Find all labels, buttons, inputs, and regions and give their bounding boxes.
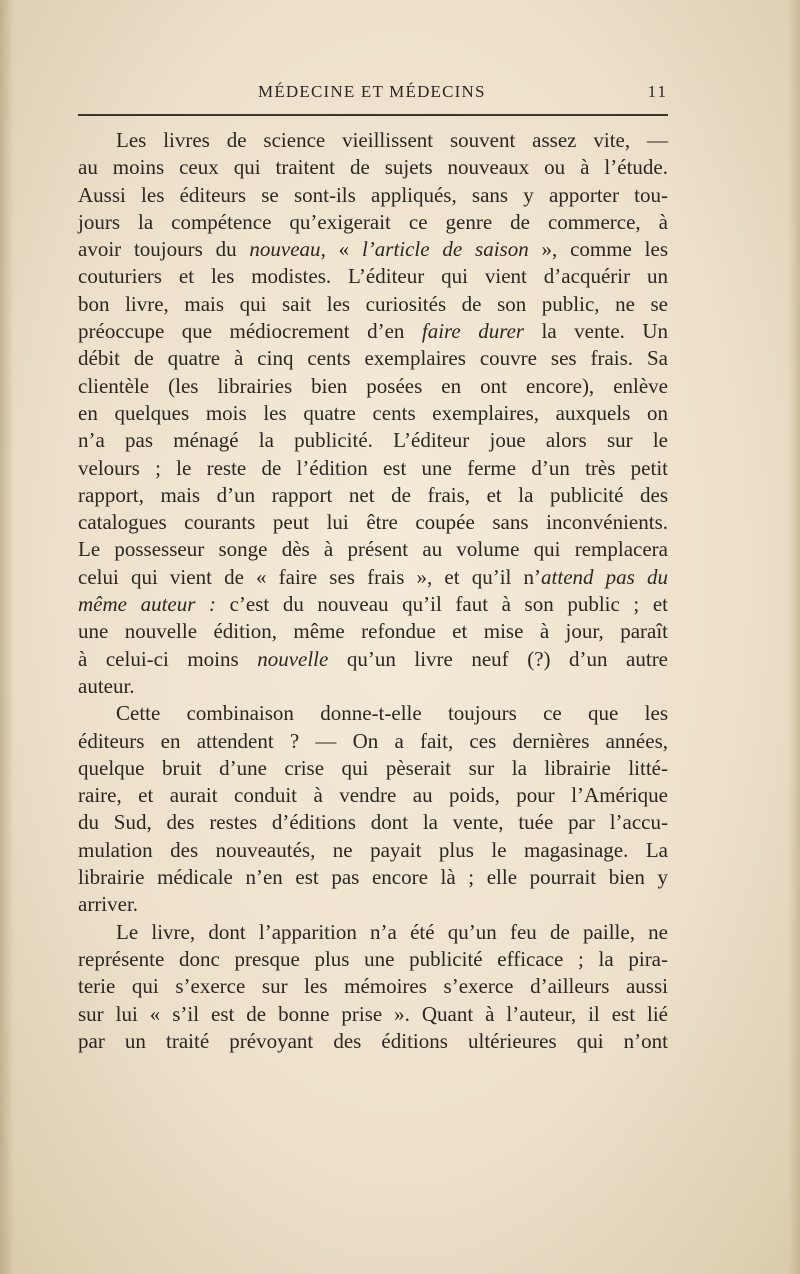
text-line: éditeurs en attendent ? — On a fait, ces dernières années,: [78, 728, 668, 753]
text-line: Aussi les éditeurs se sont-ils appliqués, sans y apporter tou-: [78, 182, 668, 207]
text-line: au moins ceux qui traitent de sujets nouveaux ou à l’étude.: [78, 155, 668, 180]
text-line: auteur.: [78, 673, 135, 698]
text-line: même auteur : c’est du nouveau qu’il faut à son public ; et: [78, 592, 668, 617]
text-line: une nouvelle édition, même refondue et mise à jour, paraît: [78, 619, 668, 644]
text-line: librairie médicale n’en est pas encore là ; elle pourrait bien y: [78, 865, 668, 890]
text-line: bon livre, mais qui sait les curiosités de son public, ne se: [78, 291, 668, 316]
page-number: 11: [647, 82, 668, 101]
text-line: jours la compétence qu’exigerait ce genre de commerce, à: [78, 209, 668, 234]
text-line: celui qui vient de « faire ses frais », et qu’il n’attend pas du: [78, 564, 668, 589]
text-line: rapport, mais d’un rapport net de frais, et la publicité des: [78, 482, 668, 507]
text-line: raire, et aurait conduit à vendre au poids, pour l’Amérique: [78, 783, 668, 808]
text-line: représente donc presque plus une publicité efficace ; la pira-: [78, 946, 668, 971]
text-line: à celui-ci moins nouvelle qu’un livre neuf (?) d’un autre: [78, 646, 669, 671]
text-line: Le livre, dont l’apparition n’a été qu’un feu de paille, ne: [116, 919, 668, 944]
running-head: MÉDECINE ET MÉDECINS: [258, 82, 486, 101]
text-line: débit de quatre à cinq cents exemplaires couvre ses frais. Sa: [78, 346, 668, 371]
text-line: avoir toujours du nouveau, « l’article de saison », comme les: [78, 237, 669, 262]
header-rule: [78, 114, 668, 116]
text-line: Le possesseur songe dès à présent au volume qui remplacera: [78, 537, 668, 562]
text-line: n’a pas ménagé la publicité. L’éditeur joue alors sur le: [78, 428, 668, 453]
text-line: couturiers et les modistes. L’éditeur qui vient d’acquérir un: [78, 264, 668, 289]
body-text: [78, 127, 668, 1055]
text-line: quelque bruit d’une crise qui pèserait sur la librairie litté-: [78, 755, 668, 780]
text-line: Les livres de science vieillissent souvent assez vite, —: [116, 128, 668, 152]
text-line: par un traité prévoyant des éditions ultérieures qui n’ont: [78, 1028, 668, 1053]
text-line: terie qui s’exerce sur les mémoires s’exerce d’ailleurs aussi: [78, 974, 668, 999]
page-edge-shadow-right: [788, 0, 800, 1274]
paragraph: [78, 919, 668, 1055]
text-line: arriver.: [78, 892, 139, 917]
paragraph: [78, 700, 668, 918]
text-line: Cette combinaison donne-t-elle toujours ce que les: [116, 701, 668, 726]
text-line: mulation des nouveautés, ne payait plus le magasinage. La: [78, 837, 668, 862]
text-line: sur lui « s’il est de bonne prise ». Quant à l’auteur, il est lié: [78, 1001, 668, 1026]
text-line: en quelques mois les quatre cents exemplaires, auxquels on: [78, 400, 668, 425]
page-edge-shadow-left: [0, 0, 14, 1274]
text-line: velours ; le reste de l’édition est une ferme d’un très petit: [78, 455, 668, 480]
text-line: du Sud, des restes d’éditions dont la vente, tuée par l’accu-: [78, 810, 668, 835]
page-header: [78, 82, 668, 112]
text-line: clientèle (les librairies bien posées en ont encore), enlève: [78, 373, 668, 398]
text-line: préoccupe que médiocrement d’en faire durer la vente. Un: [78, 319, 669, 344]
paragraph: [78, 127, 668, 700]
text-line: catalogues courants peut lui être coupée sans inconvénients.: [78, 510, 668, 535]
